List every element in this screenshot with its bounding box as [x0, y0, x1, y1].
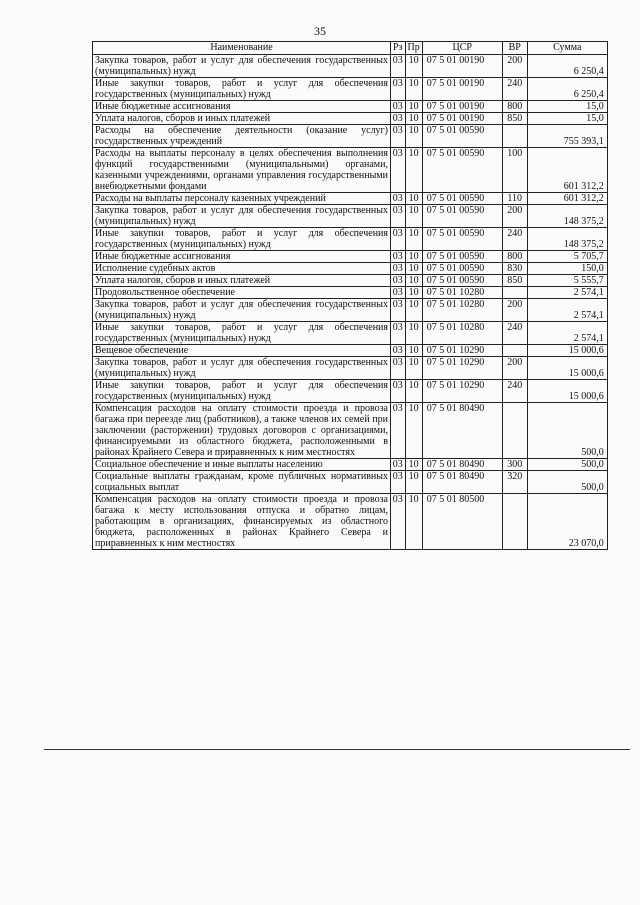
row-rz: 03	[391, 205, 406, 228]
row-name: Продовольственное обеспечение	[93, 287, 391, 299]
row-sum: 148 375,2	[527, 228, 607, 251]
row-pr: 10	[405, 345, 422, 357]
row-sum: 2 574,1	[527, 287, 607, 299]
row-pr: 10	[405, 403, 422, 459]
table-row	[93, 345, 608, 357]
row-sum: 500,0	[527, 459, 607, 471]
table-row	[93, 459, 608, 471]
row-sum: 500,0	[527, 403, 607, 459]
row-pr: 10	[405, 55, 422, 78]
row-pr: 10	[405, 193, 422, 205]
row-name: Расходы на обеспечение деятельности (оказание услуг) государственных учреждений	[93, 125, 391, 148]
row-name: Иные бюджетные ассигнования	[93, 251, 391, 263]
row-pr: 10	[405, 471, 422, 494]
row-csr: 07 5 01 00590	[422, 205, 502, 228]
row-csr: 07 5 01 10280	[422, 299, 502, 322]
row-sum: 755 393,1	[527, 125, 607, 148]
row-csr: 07 5 01 00590	[422, 228, 502, 251]
table-row	[93, 275, 608, 287]
table-row	[93, 148, 608, 193]
table-row	[93, 471, 608, 494]
row-pr: 10	[405, 205, 422, 228]
row-vr: 200	[502, 55, 527, 78]
row-csr: 07 5 01 80500	[422, 494, 502, 550]
row-pr: 10	[405, 494, 422, 550]
row-vr	[502, 494, 527, 550]
table-row	[93, 78, 608, 101]
row-vr: 200	[502, 299, 527, 322]
header-vr: ВР	[502, 42, 527, 55]
row-vr	[502, 287, 527, 299]
row-sum: 500,0	[527, 471, 607, 494]
budget-table	[92, 41, 608, 550]
row-pr: 10	[405, 78, 422, 101]
row-sum: 23 070,0	[527, 494, 607, 550]
table-row	[93, 299, 608, 322]
row-sum: 150,0	[527, 263, 607, 275]
row-name: Социальное обеспечение и иные выплаты населению	[93, 459, 391, 471]
row-name: Компенсация расходов на оплату стоимости проезда и провоза багажа при переезде лиц (работников), а также членов их семей при заключении (расторжении) трудовых договоров с организациями, финансируемыми из областного бюджета, расположенными в районах Крайнего Севера и приравненных к ним местностях	[93, 403, 391, 459]
row-sum: 15 000,6	[527, 357, 607, 380]
header-row	[93, 42, 608, 55]
table-row	[93, 55, 608, 78]
row-pr: 10	[405, 380, 422, 403]
row-vr: 850	[502, 275, 527, 287]
row-csr: 07 5 01 80490	[422, 459, 502, 471]
row-name: Иные закупки товаров, работ и услуг для обеспечения государственных (муниципальных) нужд	[93, 78, 391, 101]
row-csr: 07 5 01 00590	[422, 275, 502, 287]
row-name: Закупка товаров, работ и услуг для обеспечения государственных (муниципальных) нужд	[93, 357, 391, 380]
row-rz: 03	[391, 345, 406, 357]
row-rz: 03	[391, 275, 406, 287]
row-name: Исполнение судебных актов	[93, 263, 391, 275]
row-csr: 07 5 01 00590	[422, 193, 502, 205]
row-vr: 240	[502, 228, 527, 251]
row-csr: 07 5 01 10290	[422, 380, 502, 403]
footer-divider	[44, 749, 630, 750]
row-name: Закупка товаров, работ и услуг для обеспечения государственных (муниципальных) нужд	[93, 205, 391, 228]
row-csr: 07 5 01 00190	[422, 101, 502, 113]
row-vr: 100	[502, 148, 527, 193]
table-row	[93, 357, 608, 380]
row-rz: 03	[391, 471, 406, 494]
row-name: Иные закупки товаров, работ и услуг для обеспечения государственных (муниципальных) нужд	[93, 322, 391, 345]
row-csr: 07 5 01 00590	[422, 263, 502, 275]
row-rz: 03	[391, 494, 406, 550]
row-sum: 6 250,4	[527, 55, 607, 78]
row-rz: 03	[391, 263, 406, 275]
row-vr: 110	[502, 193, 527, 205]
row-name: Закупка товаров, работ и услуг для обеспечения государственных (муниципальных) нужд	[93, 299, 391, 322]
row-pr: 10	[405, 113, 422, 125]
row-vr	[502, 345, 527, 357]
row-pr: 10	[405, 148, 422, 193]
row-sum: 15,0	[527, 113, 607, 125]
row-csr: 07 5 01 00190	[422, 55, 502, 78]
row-sum: 15,0	[527, 101, 607, 113]
row-rz: 03	[391, 78, 406, 101]
row-vr: 800	[502, 101, 527, 113]
table-row	[93, 403, 608, 459]
row-pr: 10	[405, 228, 422, 251]
row-pr: 10	[405, 459, 422, 471]
row-csr: 07 5 01 80490	[422, 471, 502, 494]
row-rz: 03	[391, 357, 406, 380]
row-vr: 800	[502, 251, 527, 263]
table-row	[93, 205, 608, 228]
row-rz: 03	[391, 403, 406, 459]
row-vr: 240	[502, 380, 527, 403]
row-vr: 320	[502, 471, 527, 494]
row-sum: 5 705,7	[527, 251, 607, 263]
table-row	[93, 113, 608, 125]
row-pr: 10	[405, 125, 422, 148]
table-row	[93, 193, 608, 205]
table-row	[93, 494, 608, 550]
row-csr: 07 5 01 10280	[422, 287, 502, 299]
row-pr: 10	[405, 263, 422, 275]
row-csr: 07 5 01 00590	[422, 148, 502, 193]
row-pr: 10	[405, 287, 422, 299]
header-csr: ЦСР	[422, 42, 502, 55]
row-sum: 15 000,6	[527, 380, 607, 403]
page-number: 35	[314, 24, 326, 38]
row-sum: 5 555,7	[527, 275, 607, 287]
row-rz: 03	[391, 125, 406, 148]
row-sum: 2 574,1	[527, 322, 607, 345]
row-name: Уплата налогов, сборов и иных платежей	[93, 275, 391, 287]
row-name: Расходы на выплаты персоналу в целях обеспечения выполнения функций государственными (муниципальными) органами, казенными учреждениями, органами управления государственными внебюджетными фондами	[93, 148, 391, 193]
row-rz: 03	[391, 322, 406, 345]
row-csr: 07 5 01 00190	[422, 113, 502, 125]
header-pr: Пр	[405, 42, 422, 55]
row-name: Расходы на выплаты персоналу казенных учреждений	[93, 193, 391, 205]
row-pr: 10	[405, 299, 422, 322]
row-rz: 03	[391, 101, 406, 113]
row-pr: 10	[405, 357, 422, 380]
row-rz: 03	[391, 251, 406, 263]
row-csr: 07 5 01 10290	[422, 345, 502, 357]
table-row	[93, 101, 608, 113]
row-rz: 03	[391, 228, 406, 251]
table-body	[93, 55, 608, 550]
row-vr: 200	[502, 357, 527, 380]
table-row	[93, 263, 608, 275]
row-vr	[502, 125, 527, 148]
row-pr: 10	[405, 251, 422, 263]
row-csr: 07 5 01 10290	[422, 357, 502, 380]
row-name: Иные закупки товаров, работ и услуг для обеспечения государственных (муниципальных) нужд	[93, 228, 391, 251]
row-vr: 240	[502, 78, 527, 101]
row-rz: 03	[391, 287, 406, 299]
row-name: Компенсация расходов на оплату стоимости проезда и провоза багажа к месту использования отпуска и обратно лицам, работающим в организациях, финансируемых из областного бюджета, расположенных в районах Крайнего Севера и приравненных к ним местностях	[93, 494, 391, 550]
row-name: Закупка товаров, работ и услуг для обеспечения государственных (муниципальных) нужд	[93, 55, 391, 78]
row-sum: 148 375,2	[527, 205, 607, 228]
row-pr: 10	[405, 275, 422, 287]
row-sum: 2 574,1	[527, 299, 607, 322]
table-row	[93, 125, 608, 148]
header-name: Наименование	[93, 42, 391, 55]
row-sum: 601 312,2	[527, 193, 607, 205]
table-row	[93, 251, 608, 263]
table-row	[93, 380, 608, 403]
table-row	[93, 228, 608, 251]
row-rz: 03	[391, 148, 406, 193]
row-vr	[502, 403, 527, 459]
row-name: Вещевое обеспечение	[93, 345, 391, 357]
row-sum: 6 250,4	[527, 78, 607, 101]
row-rz: 03	[391, 459, 406, 471]
table-header	[93, 42, 608, 55]
row-pr: 10	[405, 101, 422, 113]
row-rz: 03	[391, 193, 406, 205]
row-csr: 07 5 01 10280	[422, 322, 502, 345]
table-row	[93, 322, 608, 345]
row-name: Иные закупки товаров, работ и услуг для обеспечения государственных (муниципальных) нужд	[93, 380, 391, 403]
row-rz: 03	[391, 55, 406, 78]
row-name: Социальные выплаты гражданам, кроме публичных нормативных социальных выплат	[93, 471, 391, 494]
row-csr: 07 5 01 80490	[422, 403, 502, 459]
row-csr: 07 5 01 00590	[422, 125, 502, 148]
row-rz: 03	[391, 113, 406, 125]
row-vr: 200	[502, 205, 527, 228]
header-rz: Рз	[391, 42, 406, 55]
row-vr: 850	[502, 113, 527, 125]
row-sum: 601 312,2	[527, 148, 607, 193]
row-rz: 03	[391, 380, 406, 403]
row-pr: 10	[405, 322, 422, 345]
row-name: Уплата налогов, сборов и иных платежей	[93, 113, 391, 125]
table-row	[93, 287, 608, 299]
row-rz: 03	[391, 299, 406, 322]
row-vr: 830	[502, 263, 527, 275]
row-sum: 15 000,6	[527, 345, 607, 357]
row-name: Иные бюджетные ассигнования	[93, 101, 391, 113]
row-vr: 300	[502, 459, 527, 471]
row-csr: 07 5 01 00190	[422, 78, 502, 101]
row-csr: 07 5 01 00590	[422, 251, 502, 263]
row-vr: 240	[502, 322, 527, 345]
header-sum: Сумма	[527, 42, 607, 55]
